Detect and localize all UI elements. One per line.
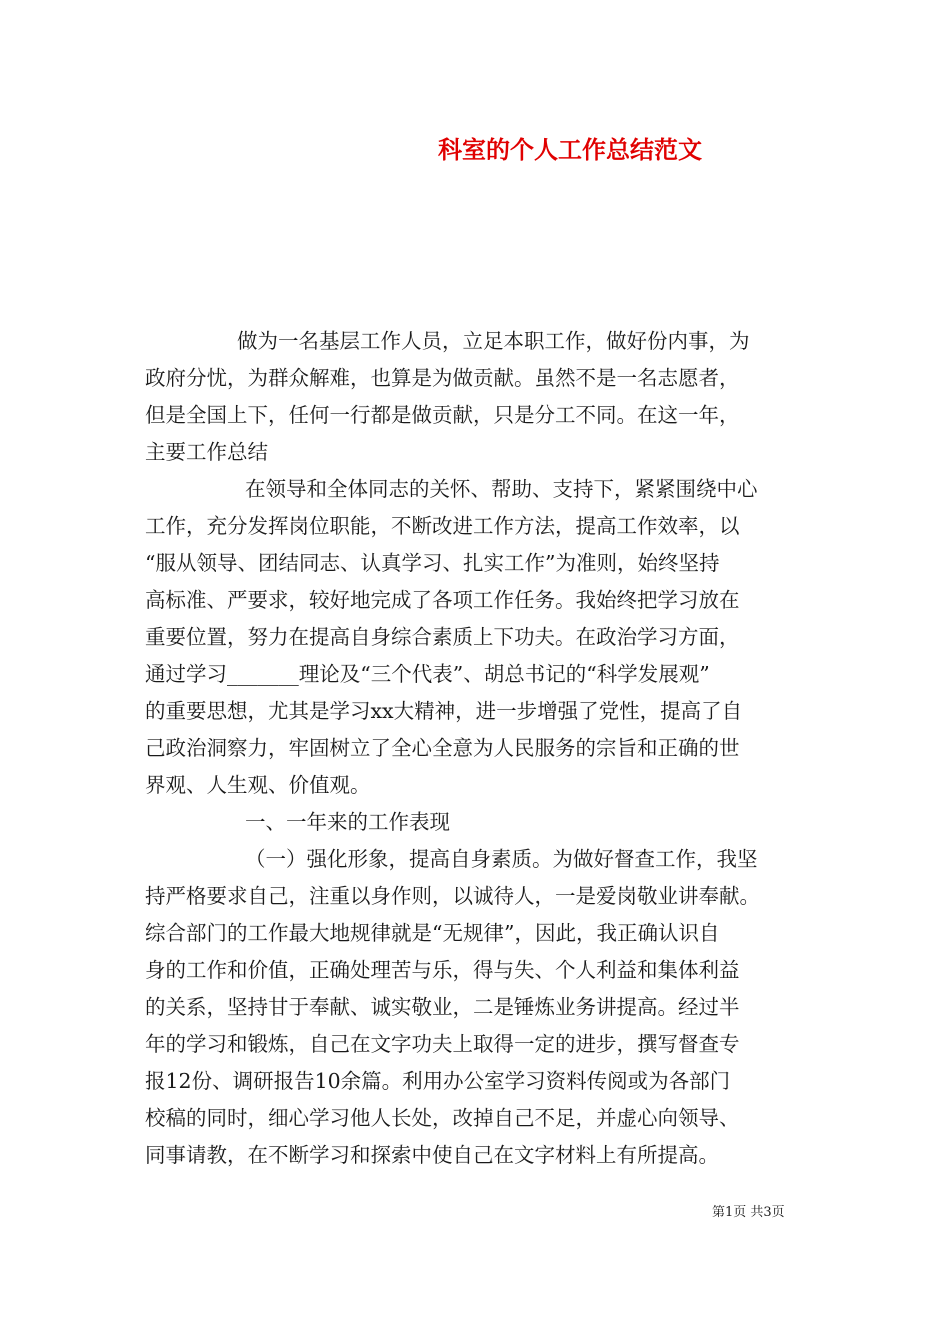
text-line (145, 952, 813, 989)
text-line (145, 508, 813, 545)
text-line-content: 重要位置，努力在提高自身综合素质上下功夫。在政治学习方面， (145, 625, 740, 649)
text-line (145, 1026, 813, 1063)
text-line-content: （一）强化形象，提高自身素质。为做好督查工作，我坚 (245, 847, 758, 871)
text-line (145, 582, 813, 619)
text-line (145, 619, 813, 656)
text-line (145, 878, 813, 915)
text-line (145, 915, 813, 952)
text-line-content: 的重要思想，尤其是学习xx大精神，进一步增强了党性，提高了自 (145, 699, 743, 723)
text-line-content: 界观、人生观、价值观。 (145, 773, 371, 797)
text-line-content: 通过学习_______理论及“三个代表”、胡总书记的“科学发展观” (145, 662, 710, 686)
text-line-content: 的关系，坚持甘于奉献、诚实敬业，二是锤炼业务讲提高。经过半 (145, 995, 740, 1019)
page-title: 科室的个人工作总结范文 (438, 135, 702, 164)
text-line (145, 545, 813, 582)
text-line (145, 323, 813, 360)
text-line (145, 397, 813, 434)
text-line-content: 校稿的同时，细心学习他人长处，改掉自己不足，并虚心向领导、 (145, 1106, 740, 1130)
section-heading (145, 804, 813, 841)
text-line (145, 693, 813, 730)
text-line-content: 己政治洞察力，牢固树立了全心全意为人民服务的宗旨和正确的世 (145, 736, 740, 760)
text-line-content: 年的学习和锻炼，自己在文字功夫上取得一定的进步，撰写督查专 (145, 1032, 740, 1056)
text-line (145, 767, 813, 804)
text-line-content: “服从领导、团结同志、认真学习、扎实工作”为准则，始终坚持 (145, 551, 720, 575)
text-line (145, 656, 813, 693)
text-line-content: 做为一名基层工作人员，立足本职工作，做好份内事，为 (237, 329, 750, 353)
text-line-content: 但是全国上下，任何一行都是做贡献，只是分工不同。在这一年， (145, 403, 740, 427)
text-line-content: 报12份、调研报告10余篇。利用办公室学习资料传阅或为各部门 (145, 1069, 731, 1093)
text-line (145, 730, 813, 767)
page-number: 第1页 共3页 (712, 1205, 785, 1220)
text-line (145, 434, 813, 471)
text-line-content: 身的工作和价值，正确处理苦与乐，得与失、个人利益和集体利益 (145, 958, 740, 982)
text-line (145, 1063, 813, 1100)
text-line (145, 360, 813, 397)
text-line-content: 一、一年来的工作表现 (245, 810, 450, 834)
text-line-content: 持严格要求自己，注重以身作则，以诚待人，一是爱岗敬业讲奉献。 (145, 884, 760, 908)
document-body (145, 323, 813, 1174)
text-line-content: 工作，充分发挥岗位职能，不断改进工作方法，提高工作效率，以 (145, 514, 740, 538)
text-line-content: 政府分忧，为群众解难，也算是为做贡献。虽然不是一名志愿者， (145, 366, 740, 390)
text-line-content: 综合部门的工作最大地规律就是“无规律”，因此，我正确认识自 (145, 921, 720, 945)
text-line-content: 在领导和全体同志的关怀、帮助、支持下，紧紧围绕中心 (245, 477, 758, 501)
text-line-content: 主要工作总结 (145, 440, 268, 464)
text-line (145, 1137, 813, 1174)
text-line-content: 同事请教，在不断学习和探索中使自己在文字材料上有所提高。 (145, 1143, 719, 1167)
text-line-content: 高标准、严要求，较好地完成了各项工作任务。我始终把学习放在 (145, 588, 740, 612)
text-line (145, 841, 813, 878)
text-line (145, 989, 813, 1026)
text-line (145, 1100, 813, 1137)
text-line (145, 471, 813, 508)
